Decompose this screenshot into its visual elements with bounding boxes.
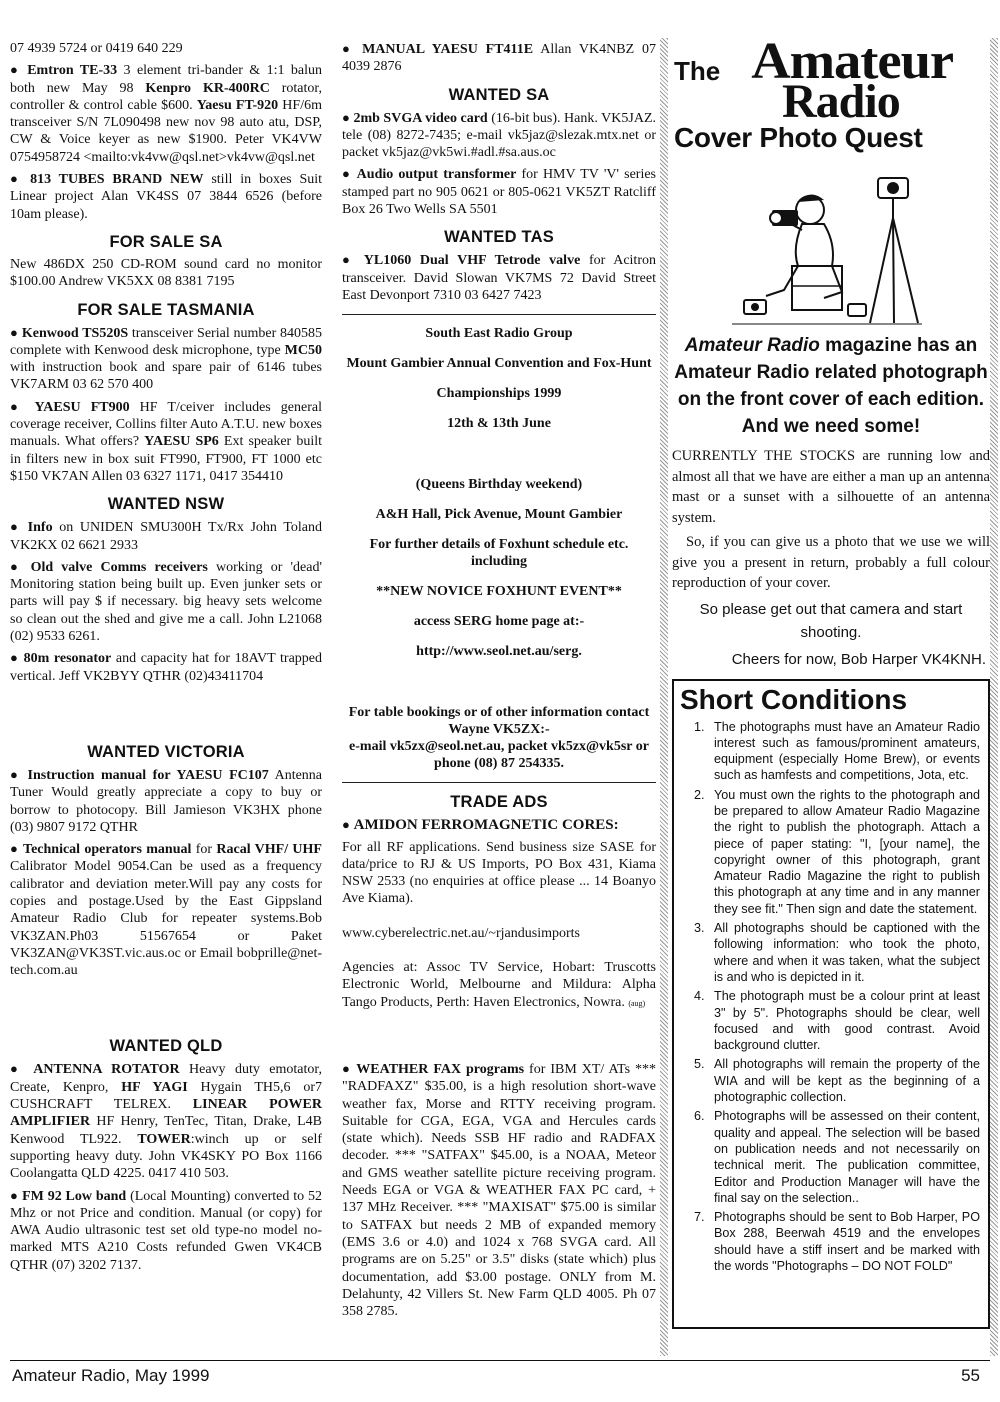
event-line: 12th & 13th June <box>447 416 551 432</box>
column-right <box>672 33 990 1329</box>
condition-item: 5. All photographs will remain the property of the WIA and will be kept as the beginning of a photographic collection. <box>708 1056 980 1105</box>
event-line: For further details of Foxhunt schedule etc. including <box>369 537 629 570</box>
photographer-cartoon <box>732 158 922 328</box>
page-number: 55 <box>961 1366 980 1385</box>
classified-ad: ● 813 TUBES BRAND NEW still in boxes Suit Linear project Alan VK4SS 07 3844 6526 (before 10am please). <box>10 171 323 222</box>
column-divider <box>660 38 668 1356</box>
section-heading: FOR SALE TASMANIA <box>77 300 255 319</box>
event-line: Mount Gambier Annual Convention and Fox-Hunt <box>346 356 652 372</box>
condition-item: 6. Photographs will be assessed on their content, quality and appeal. The selection will be based on publication needs and not necessarily on technical merit. The publication committee, Editor and Production Manager will have the final say on the selection.. <box>708 1108 980 1206</box>
classified-ad: New 486DX 250 CD-ROM sound card no monitor $100.00 Andrew VK5XX 08 8381 7195 <box>10 256 322 290</box>
short-conditions-title: Short Conditions <box>680 683 908 715</box>
classified-ad: ● MANUAL YAESU FT411E Allan VK4NBZ 07 4039 2876 <box>342 41 656 75</box>
event-line: Championships 1999 <box>436 386 562 402</box>
classified-ad: ● Audio output transformer for HMV TV 'V' series stamped part no 905 0621 or 805-0621 VK5ZT Ratcliff Box 26 Two Wells SA 5501 <box>342 166 656 218</box>
quest-paragraph: CURRENTLY THE STOCKS are running low and almost all that we have are either a man up an antenna mast or a sunset with a silhouette of an antenna system. <box>672 448 990 526</box>
section-heading: WANTED VICTORIA <box>87 742 245 761</box>
trade-ad: Agencies at: Assoc TV Service, Hobart: Truscotts Electronic World, Melbourne and Mildura: Alpha Tango Products, Perth: Haven Electronics, Nowra. (aug) <box>342 960 656 1010</box>
short-conditions-box <box>672 679 990 1329</box>
section-heading: WANTED SA <box>448 85 550 104</box>
classified-ad: 07 4939 5724 or 0419 640 229 <box>10 41 183 56</box>
trade-ad-title: ● AMIDON FERROMAGNETIC CORES: <box>342 817 619 834</box>
classified-ad: ● Old valve Comms receivers working or 'dead' Monitoring station being built up. Even junker sets or parts will pay $ if necessary. big heavy sets welcome so clean out the shed and give me a call. John L21068 (02) 9533 6261. <box>10 558 323 645</box>
classified-ad: ● FM 92 Low band (Local Mounting) converted to 52 Mhz or not Price and condition. Manual (or copy) for AWA Audio ultrasonic test set old type-no model no-marked MTS A210 Costs refunded Gwen VK4CB QTHR (07) 3202 7137. <box>10 1187 322 1273</box>
trade-ad-url[interactable]: www.cyberelectric.net.au/~rjandusimports <box>342 925 580 941</box>
footer-rule <box>10 1360 990 1361</box>
classified-ad: ● Kenwood TS520S transceiver Serial number 840585 complete with Kenwood desk microphone, type MC50 with instruction book and spare pair of 6146 tubes VK7ARM 03 62 570 400 <box>10 324 322 393</box>
section-heading: FOR SALE SA <box>109 232 223 251</box>
quest-call-to-action: So please get out that camera and start shooting. <box>699 600 963 641</box>
event-line: (Queens Birthday weekend) <box>415 477 583 493</box>
footer-publication: Amateur Radio, May 1999 <box>12 1366 210 1385</box>
condition-item: 4. The photograph must be a colour print at least 3" by 5". Photographs should be clear, well focused and with good contrast. Avoid background clutter. <box>708 988 980 1053</box>
masthead-amateur: Amateur <box>751 33 954 90</box>
event-line: For table bookings or of other information contact Wayne VK5ZX:- <box>348 705 650 738</box>
masthead-quest: Cover Photo Quest <box>674 122 923 153</box>
classified-ad: ● YL1060 Dual VHF Tetrode valve for Acitron transceiver. David Slowan VK7MS 72 David Street East Devonport 7310 03 6427 7423 <box>342 252 656 303</box>
classified-ad: ● 2mb SVGA video card (16-bit bus). Hank. VK5JAZ. tele (08) 8272-7435; e-mail vk5jaz@slezak.mtx.net or packet vk5jaz@vk5wi.#adl.#sa.aus.oc <box>342 109 656 161</box>
event-line: South East Radio Group <box>425 326 573 342</box>
quest-signoff: Cheers for now, Bob Harper VK4KNH. <box>731 650 986 668</box>
column-left <box>10 40 322 1278</box>
event-line: A&H Hall, Pick Avenue, Mount Gambier <box>375 507 623 523</box>
classified-ad: ● ANTENNA ROTATOR Heavy duty emotator, Create, Kenpro, HF YAGI Hygain TH5,6 or7 CUSHCRAFT TELREX. LINEAR POWER AMPLIFIER HF Henry, TenTec, Titan, Drake, L4B Kenwood TL922. TOWER:winch up or self supporting heavy duty. John VK4SKY PO Box 1166 Coolangatta QLD 4225. 0417 410 503. <box>10 1061 322 1182</box>
column-divider <box>990 38 998 1356</box>
condition-item: 3. All photographs should be captioned with the following information: who took the photo, where and when it was taken, what the subject is and who is depicted in it. <box>708 920 980 985</box>
condition-item: 2. You must own the rights to the photograph and be prepared to allow Amateur Radio Magazine the right to publish the photograph. Attach a piece of paper stating: "I, [your name], the copyright owner of this photograph, grant Amateur Radio Magazine the right to publish this photograph at any time and in any manner they see fit." Then sign and date the statement. <box>708 787 980 917</box>
classified-ad: ● Emtron TE-33 3 element tri-bander & 1:1 balun both new May 98 Kenpro KR-400RC rotator, controller & control cable $600. Yaesu FT-920 HF/6m transceiver S/N 7L090498 new nov 98 auto atu, DSP, CW & Voice keyer as new $1900. Peter VK4VW 0754958724 <mailto:vk4vw@qsl.net>vk4vw@qsl.net <box>10 62 323 165</box>
classified-ad: ● 80m resonator and capacity hat for 18AVT trapped vertical. Jeff VK2BYY QTHR (02)43411704 <box>10 650 323 684</box>
cover-photo-quest-masthead <box>672 33 990 332</box>
section-heading: WANTED TAS <box>444 228 554 247</box>
condition-item: 1. The photographs must have an Amateur Radio interest such as famous/prominent amateurs, equipment (especially Home Brew), or events such as hamfests and competitions, Jota, etc. <box>708 719 980 784</box>
event-line: access SERG home page at:- <box>413 614 585 630</box>
trade-ad: For all RF applications. Send business size SASE for data/price to RJ & US Imports, PO Box 431, Kiama NSW 2533 (no enquiries at office please ... 14 Boanyo Ave Kiama). <box>342 839 656 907</box>
divider <box>342 782 656 783</box>
classified-ad: ● Info on UNIDEN SMU300H Tx/Rx John Toland VK2KX 02 6621 2933 <box>10 519 323 553</box>
quest-intro: Amateur Radio magazine has an Amateur Radio related photograph on the front cover of each edition. And we need some! <box>674 335 988 437</box>
conditions-list <box>680 719 980 1275</box>
classified-ad: ● YAESU FT900 HF T/ceiver includes general coverage receiver, Collins filter Auto A.T.U. new boxes manuals. What offers? YAESU SP6 Ext speaker built in filters new in box suit FT990, FT900, FT 1000 etc $150 VK7AN Allen 03 6327 1171, 0417 354410 <box>10 398 322 484</box>
event-notice <box>342 325 656 772</box>
condition-item: 7. Photographs should be sent to Bob Harper, PO Box 288, Beerwah 4519 and the envelopes should have a stiff insert and be marked with the words "Photographs – DO NOT FOLD" <box>708 1209 980 1274</box>
quest-paragraph: So, if you can give us a photo that we use we will give you a present in return, probably a full colour reproduction of your cover. <box>672 534 990 591</box>
masthead-radio: Radio <box>782 75 900 128</box>
classified-ad: ● Technical operators manual for Racal VHF/ UHF Calibrator Model 9054.Can be used as a frequency calibrator and deviation meter.Will pay any costs for copies and postage.Used by the East Gippsland Amateur Radio Club for repeater systems.Bob VK3ZAN.Ph03 51567654 or Paket VK3ZAN@VK3ST.vic.aus.oc or Email bobprille@net-tech.com.au <box>10 841 322 979</box>
section-heading: WANTED NSW <box>107 495 225 514</box>
section-heading: TRADE ADS <box>450 793 548 812</box>
column-middle <box>342 40 656 1324</box>
event-contact: e-mail vk5zx@seol.net.au, packet vk5zx@vk5sr or phone (08) 87 254335. <box>349 739 649 772</box>
divider <box>342 314 656 315</box>
section-heading: WANTED QLD <box>109 1037 223 1056</box>
event-line: **NEW NOVICE FOXHUNT EVENT** <box>376 584 622 600</box>
masthead-the: The <box>674 56 721 86</box>
event-url[interactable]: http://www.seol.net.au/serg. <box>416 644 582 660</box>
trade-ad: ● WEATHER FAX programs for IBM XT/ ATs *** "RADFAXZ" $35.00, is a high resolution short-wave weather fax, Morse and RTTY receiving program. Suitable for CGA, EGA, VGA and Hercules cards (state which). Needs SSB HF radio and RADFAX decoder. *** "SATFAX" $45.00, is a NOAA, Meteor and GMS weather satellite picture receiving program. Needs EGA or VGA & WEATHER FAX PC card, + 137 MHz Receiver. *** "MAXISAT" $75.00 is similar to SATFAX but needs 2 MB of expanded memory (EMS 3.6 or 4.0) and 1024 x 768 SVGA card. All programs are on 5.25" or 3.5" disks (state which) plus documentation, add $3.00 postage. ONLY from M. Delahunty, 42 Villers St. New Farm QLD 4005. Ph 07 358 2785. <box>342 1060 657 1320</box>
classified-ad: ● Instruction manual for YAESU FC107 Antenna Tuner Would greatly appreciate a copy to buy or borrow to photocopy. Bill Jamieson VK3HX phone (03) 9807 9172 QTHR <box>10 766 323 835</box>
